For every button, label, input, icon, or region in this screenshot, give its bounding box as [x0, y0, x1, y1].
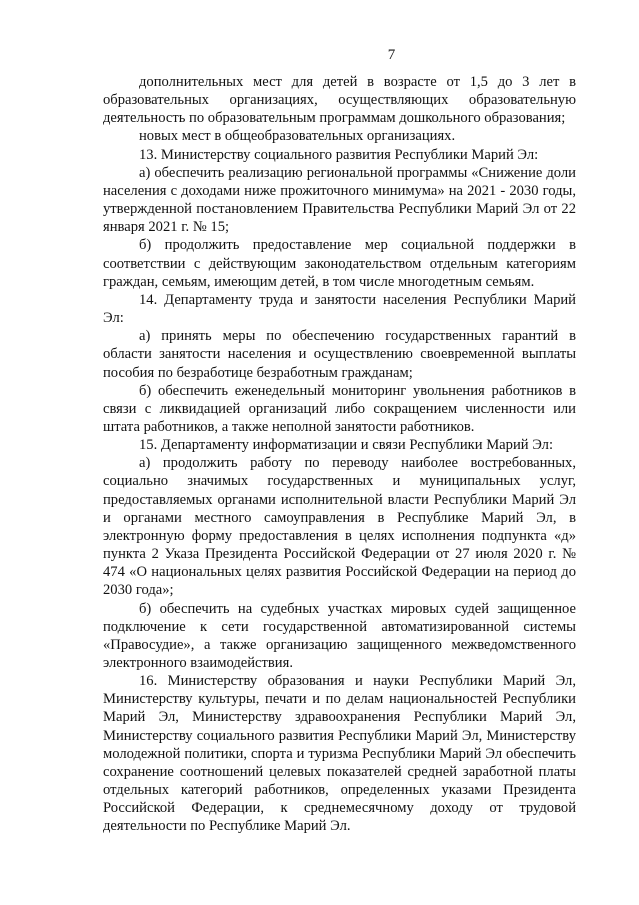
paragraph-item-15-a: а) продолжить работу по переводу наиболее востребованных, социально значимых государственных и муниципальных услуг, предоставляемых органами исполнительной власти Республики Марий Эл и органами местного самоуправления в Республике Марий Эл, в электронную форму предоставления в целях исполнения подпункта «д» пункта 2 Указа Президента Российской Федерации от 27 июля 2020 г. № 474 «О национальных целях развития Российской Федерации на период до 2030 года»;: [103, 455, 576, 599]
document-body: [103, 73, 576, 836]
paragraph-item-15-b: б) обеспечить на судебных участках мировых судей защищенное подключение к сети государственной автоматизированной системы «Правосудие», а также организацию защищенного межведомственного электронного взаимодействия.: [103, 600, 576, 671]
paragraph-item-16: 16. Министерству образования и науки Республики Марий Эл, Министерству культуры, печати и по делам национальностей Республики Марий Эл, Министерству здравоохранения Республики Марий Эл, Министерству социального развития Республики Марий Эл, Министерству молодежной политики, спорта и туризма Республики Марий Эл обеспечить сохранение соотношений целевых показателей средней заработной платы отдельных категорий работников, определенных указами Президента Российской Федерации, к среднемесячному доходу от трудовой деятельности по Республике Марий Эл.: [103, 673, 576, 835]
paragraph-item-14-heading: 14. Департаменту труда и занятости населения Республики Марий Эл:: [103, 291, 576, 327]
paragraph-item-14-b: б) обеспечить еженедельный мониторинг увольнения работников в связи с ликвидацией организаций либо сокращением численности или штата работников, а также неполной занятости работников.: [103, 382, 576, 435]
paragraph-new-school-places: новых мест в общеобразовательных организациях.: [139, 128, 456, 145]
paragraph-item-13-b: б) продолжить предоставление мер социальной поддержки в соответствии с действующим законодательством отдельным категориям граждан, семьям, имеющим детей, в том числе многодетным семьям.: [103, 237, 576, 290]
page-number: 7: [387, 47, 396, 63]
paragraph-additional-places: дополнительных мест для детей в возрасте от 1,5 до 3 лет в образовательных организациях, осуществляющих образовательную деятельность по образовательным программам дошкольного образования;: [103, 74, 576, 127]
paragraph-item-14-a: а) принять меры по обеспечению государственных гарантий в области занятости населения и осуществлению своевременной выплаты пособия по безработице безработным гражданам;: [103, 328, 576, 381]
paragraph-item-15-heading: 15. Департаменту информатизации и связи Республики Марий Эл:: [139, 437, 553, 454]
paragraph-item-13-a: а) обеспечить реализацию региональной программы «Снижение доли населения с доходами ниже прожиточного минимума» на 2021 - 2030 годы, утвержденной постановлением Правительства Республики Марий Эл от 22 января 2021 г. № 15;: [103, 164, 576, 236]
paragraph-item-13-heading: 13. Министерству социального развития Республики Марий Эл:: [139, 146, 539, 163]
